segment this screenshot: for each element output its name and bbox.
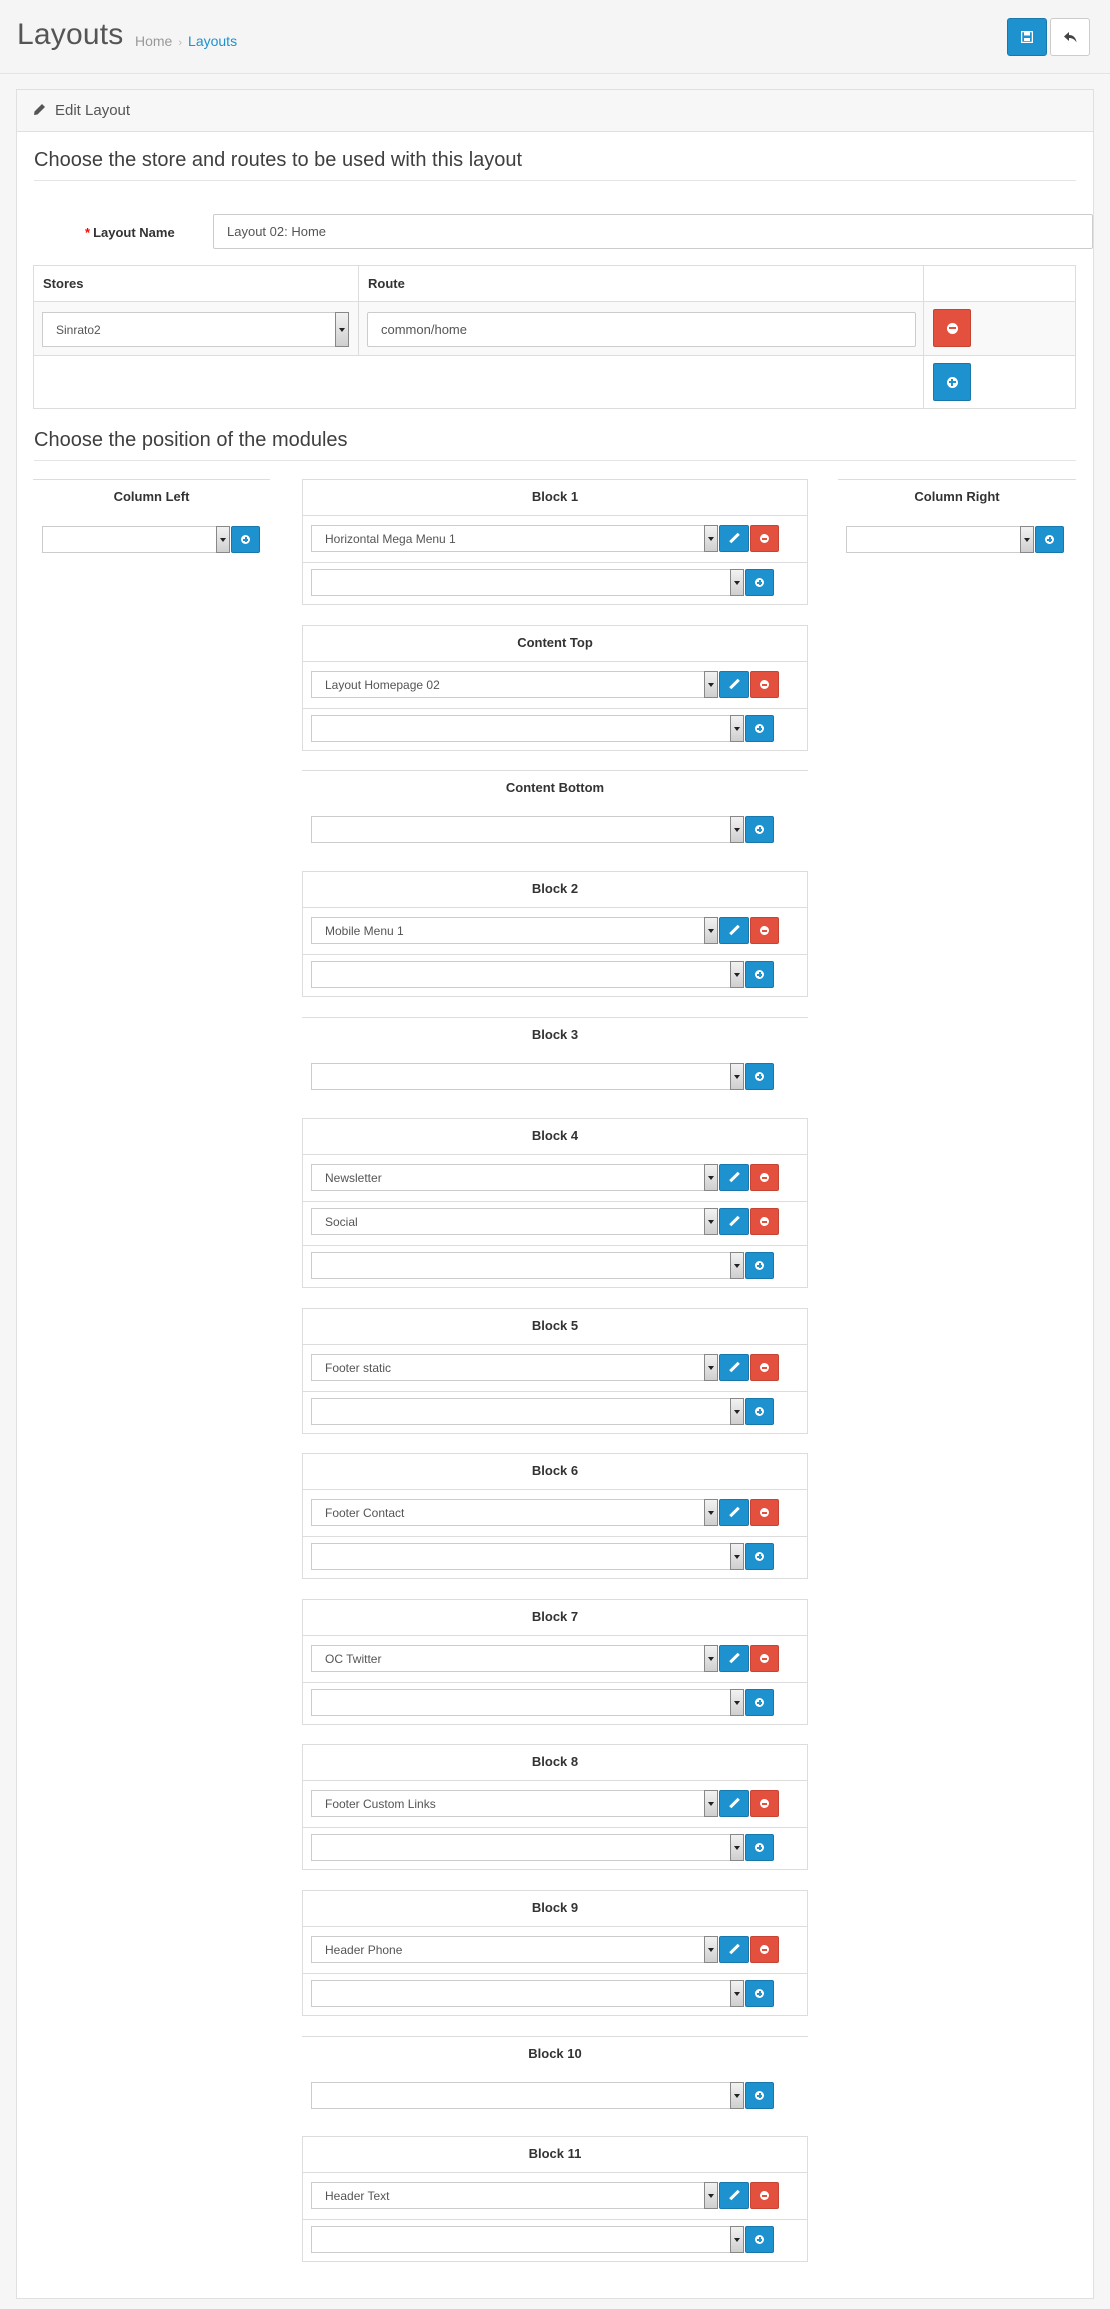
chevron-down-icon bbox=[704, 525, 718, 552]
row-divider bbox=[302, 1245, 808, 1246]
table-header-stores: Stores bbox=[34, 266, 359, 302]
block-title: Block 11 bbox=[528, 2146, 582, 2161]
pencil-icon bbox=[33, 103, 46, 121]
table-header-action bbox=[924, 266, 1075, 302]
add-module-button[interactable] bbox=[745, 961, 774, 988]
chevron-down-icon bbox=[730, 2082, 744, 2109]
add-module-button[interactable] bbox=[745, 2082, 774, 2109]
chevron-down-icon bbox=[730, 961, 744, 988]
block-title: Block 2 bbox=[531, 881, 579, 896]
row-divider bbox=[302, 2219, 808, 2220]
back-button[interactable] bbox=[1050, 18, 1090, 56]
module-select[interactable] bbox=[311, 1790, 718, 1817]
remove-module-button[interactable] bbox=[750, 1790, 779, 1817]
minus-circle-icon bbox=[760, 1654, 769, 1663]
block-header-divider bbox=[302, 907, 808, 908]
add-module-select[interactable] bbox=[311, 1063, 744, 1090]
module-select-value: Social bbox=[325, 1214, 358, 1229]
block-title: Block 6 bbox=[531, 1463, 579, 1478]
block-title: Block 7 bbox=[531, 1609, 579, 1624]
remove-route-button[interactable] bbox=[933, 309, 971, 347]
chevron-down-icon bbox=[730, 816, 744, 843]
chevron-down-icon bbox=[730, 1252, 744, 1279]
block-header-divider bbox=[302, 2172, 808, 2173]
plus-circle-icon bbox=[755, 1072, 764, 1081]
plus-circle-icon bbox=[755, 724, 764, 733]
row-divider bbox=[302, 1201, 808, 1202]
minus-circle-icon bbox=[760, 534, 769, 543]
minus-circle-icon bbox=[947, 323, 958, 334]
edit-module-button[interactable] bbox=[719, 1354, 749, 1381]
module-select[interactable] bbox=[311, 2182, 718, 2209]
add-module-button[interactable] bbox=[745, 569, 774, 596]
panel-title: Edit Layout bbox=[55, 102, 131, 119]
edit-module-button[interactable] bbox=[719, 1499, 749, 1526]
block-title: Block 10 bbox=[528, 2046, 582, 2061]
minus-circle-icon bbox=[760, 1508, 769, 1517]
block-header-divider bbox=[302, 1154, 808, 1155]
add-module-button[interactable] bbox=[745, 1063, 774, 1090]
module-select[interactable] bbox=[311, 1164, 718, 1191]
plus-circle-icon bbox=[755, 1989, 764, 1998]
pencil-icon bbox=[729, 679, 740, 690]
breadcrumb-layouts[interactable]: Layouts bbox=[188, 33, 238, 49]
minus-circle-icon bbox=[760, 1173, 769, 1182]
add-route-button[interactable] bbox=[933, 363, 971, 401]
chevron-down-icon bbox=[730, 569, 744, 596]
save-icon bbox=[1021, 31, 1033, 43]
chevron-down-icon bbox=[704, 2182, 718, 2209]
column-left-module-select[interactable] bbox=[42, 526, 230, 553]
pencil-icon bbox=[729, 1798, 740, 1809]
plus-circle-icon bbox=[755, 1698, 764, 1707]
column-right-add-button[interactable] bbox=[1035, 526, 1064, 553]
layout-name-input[interactable]: Layout 02: Home bbox=[213, 214, 1093, 249]
add-module-select[interactable] bbox=[311, 1834, 744, 1861]
edit-module-button[interactable] bbox=[719, 1790, 749, 1817]
block-title: Block 4 bbox=[531, 1128, 579, 1143]
minus-circle-icon bbox=[760, 1945, 769, 1954]
module-select[interactable] bbox=[311, 1936, 718, 1963]
chevron-down-icon bbox=[730, 1543, 744, 1570]
pencil-icon bbox=[729, 1216, 740, 1227]
block-header-divider bbox=[302, 661, 808, 662]
row-divider bbox=[302, 1391, 808, 1392]
minus-circle-icon bbox=[760, 2191, 769, 2200]
column-left-title: Column Left bbox=[113, 489, 190, 504]
plus-circle-icon bbox=[1045, 535, 1054, 544]
chevron-down-icon bbox=[216, 526, 230, 553]
pencil-icon bbox=[729, 1944, 740, 1955]
module-select-value: Newsletter bbox=[325, 1170, 382, 1185]
breadcrumb-separator-icon: › bbox=[178, 37, 183, 49]
pencil-icon bbox=[729, 533, 740, 544]
plus-circle-icon bbox=[755, 1552, 764, 1561]
chevron-down-icon bbox=[730, 715, 744, 742]
edit-layout-panel bbox=[16, 89, 1094, 2299]
block-header-divider bbox=[302, 1926, 808, 1927]
row-divider bbox=[302, 1682, 808, 1683]
pencil-icon bbox=[729, 1507, 740, 1518]
chevron-down-icon bbox=[704, 1790, 718, 1817]
route-input[interactable]: common/home bbox=[367, 312, 916, 347]
chevron-down-icon bbox=[730, 1063, 744, 1090]
chevron-down-icon bbox=[704, 1164, 718, 1191]
table-footer-action bbox=[924, 356, 1075, 408]
pencil-icon bbox=[729, 2190, 740, 2201]
panel-heading bbox=[17, 90, 1093, 132]
breadcrumb-home[interactable]: Home bbox=[135, 33, 173, 49]
chevron-down-icon bbox=[704, 1645, 718, 1672]
table-row-action bbox=[924, 302, 1075, 356]
remove-module-button[interactable] bbox=[750, 917, 779, 944]
block-title: Content Top bbox=[517, 635, 593, 650]
add-module-button[interactable] bbox=[745, 1252, 774, 1279]
row-divider bbox=[302, 1973, 808, 1974]
plus-circle-icon bbox=[755, 2235, 764, 2244]
plus-circle-icon bbox=[947, 377, 958, 388]
column-right-divider bbox=[838, 479, 1076, 480]
minus-circle-icon bbox=[760, 680, 769, 689]
edit-module-button[interactable] bbox=[719, 525, 749, 552]
block-title: Block 1 bbox=[531, 489, 579, 504]
row-divider bbox=[302, 1827, 808, 1828]
add-module-select[interactable] bbox=[311, 1980, 744, 2007]
module-select-value: Footer Contact bbox=[325, 1505, 405, 1520]
page-header bbox=[0, 0, 1110, 74]
edit-module-button[interactable] bbox=[719, 671, 749, 698]
module-select-value: Layout Homepage 02 bbox=[325, 677, 440, 692]
remove-module-button[interactable] bbox=[750, 1208, 779, 1235]
remove-module-button[interactable] bbox=[750, 1645, 779, 1672]
chevron-down-icon bbox=[730, 1834, 744, 1861]
plus-circle-icon bbox=[755, 2091, 764, 2100]
chevron-down-icon bbox=[704, 917, 718, 944]
column-right-title: Column Right bbox=[914, 489, 1000, 504]
block-header-divider bbox=[302, 1780, 808, 1781]
module-select[interactable] bbox=[311, 1499, 718, 1526]
block-title: Content Bottom bbox=[505, 780, 605, 795]
chevron-down-icon bbox=[704, 1936, 718, 1963]
edit-module-button[interactable] bbox=[719, 1164, 749, 1191]
remove-module-button[interactable] bbox=[750, 1164, 779, 1191]
block-header-divider bbox=[302, 1344, 808, 1345]
chevron-down-icon bbox=[704, 1354, 718, 1381]
row-divider bbox=[302, 954, 808, 955]
store-select[interactable]: Sinrato2 bbox=[42, 312, 349, 347]
block-divider bbox=[302, 770, 808, 771]
module-select-value: Mobile Menu 1 bbox=[325, 923, 404, 938]
module-select-value: OC Twitter bbox=[325, 1651, 382, 1666]
minus-circle-icon bbox=[760, 1217, 769, 1226]
chevron-down-icon bbox=[704, 671, 718, 698]
pencil-icon bbox=[729, 1653, 740, 1664]
table-header-route: Route bbox=[359, 266, 924, 302]
remove-module-button[interactable] bbox=[750, 1499, 779, 1526]
block-divider bbox=[302, 1017, 808, 1018]
table-row bbox=[34, 302, 359, 356]
add-module-select[interactable] bbox=[311, 1689, 744, 1716]
block-title: Block 3 bbox=[531, 1027, 579, 1042]
chevron-down-icon bbox=[730, 1980, 744, 2007]
add-module-button[interactable] bbox=[745, 816, 774, 843]
plus-circle-icon bbox=[755, 1407, 764, 1416]
block-title: Block 5 bbox=[531, 1318, 579, 1333]
add-module-select[interactable] bbox=[311, 569, 744, 596]
row-divider bbox=[302, 1536, 808, 1537]
add-module-select[interactable] bbox=[311, 816, 744, 843]
plus-circle-icon bbox=[755, 825, 764, 834]
add-module-select[interactable] bbox=[311, 1543, 744, 1570]
edit-module-button[interactable] bbox=[719, 1645, 749, 1672]
block-header-divider bbox=[302, 515, 808, 516]
module-select-value: Horizontal Mega Menu 1 bbox=[325, 531, 456, 546]
legend-routes: Choose the store and routes to be used with this layout bbox=[34, 149, 1076, 181]
plus-circle-icon bbox=[755, 1843, 764, 1852]
pencil-icon bbox=[729, 1362, 740, 1373]
chevron-down-icon bbox=[335, 312, 349, 347]
module-select[interactable] bbox=[311, 917, 718, 944]
add-module-button[interactable] bbox=[745, 1689, 774, 1716]
edit-module-button[interactable] bbox=[719, 2182, 749, 2209]
module-select[interactable] bbox=[311, 525, 718, 552]
add-module-button[interactable] bbox=[745, 2226, 774, 2253]
remove-module-button[interactable] bbox=[750, 2182, 779, 2209]
add-module-button[interactable] bbox=[745, 1398, 774, 1425]
add-module-select[interactable] bbox=[311, 1252, 744, 1279]
add-module-button[interactable] bbox=[745, 1834, 774, 1861]
chevron-down-icon bbox=[730, 1398, 744, 1425]
add-module-select[interactable] bbox=[311, 2226, 744, 2253]
edit-module-button[interactable] bbox=[719, 1936, 749, 1963]
page-title: Layouts bbox=[17, 18, 124, 51]
module-select-value: Footer static bbox=[325, 1360, 392, 1375]
plus-circle-icon bbox=[755, 578, 764, 587]
chevron-down-icon bbox=[704, 1208, 718, 1235]
add-module-select[interactable] bbox=[311, 1398, 744, 1425]
block-header-divider bbox=[302, 1489, 808, 1490]
add-module-button[interactable] bbox=[745, 715, 774, 742]
plus-circle-icon bbox=[755, 1261, 764, 1270]
column-right-module-select[interactable] bbox=[846, 526, 1034, 553]
plus-circle-icon bbox=[755, 970, 764, 979]
row-divider bbox=[302, 562, 808, 563]
module-select[interactable] bbox=[311, 1354, 718, 1381]
minus-circle-icon bbox=[760, 1799, 769, 1808]
save-button[interactable] bbox=[1007, 18, 1047, 56]
minus-circle-icon bbox=[760, 1363, 769, 1372]
block-header-divider bbox=[302, 1635, 808, 1636]
remove-module-button[interactable] bbox=[750, 1936, 779, 1963]
layout-name-label: * Layout Name bbox=[85, 225, 175, 240]
add-module-button[interactable] bbox=[745, 1543, 774, 1570]
add-module-button[interactable] bbox=[745, 1980, 774, 2007]
reply-icon bbox=[1064, 32, 1077, 43]
minus-circle-icon bbox=[760, 926, 769, 935]
add-module-select[interactable] bbox=[311, 961, 744, 988]
chevron-down-icon bbox=[704, 1499, 718, 1526]
module-select[interactable] bbox=[311, 1645, 718, 1672]
remove-module-button[interactable] bbox=[750, 671, 779, 698]
block-title: Block 8 bbox=[531, 1754, 579, 1769]
column-left-add-button[interactable] bbox=[231, 526, 260, 553]
edit-module-button[interactable] bbox=[719, 917, 749, 944]
remove-module-button[interactable] bbox=[750, 1354, 779, 1381]
remove-module-button[interactable] bbox=[750, 525, 779, 552]
module-select-value: Header Phone bbox=[325, 1942, 403, 1957]
pencil-icon bbox=[729, 925, 740, 936]
table-footer bbox=[34, 356, 924, 408]
breadcrumb bbox=[135, 33, 237, 49]
chevron-down-icon bbox=[730, 1689, 744, 1716]
plus-circle-icon bbox=[241, 535, 250, 544]
block-divider bbox=[302, 2036, 808, 2037]
add-module-select[interactable] bbox=[311, 715, 744, 742]
chevron-down-icon bbox=[1020, 526, 1034, 553]
store-route-table bbox=[33, 265, 1076, 409]
row-divider bbox=[302, 708, 808, 709]
edit-module-button[interactable] bbox=[719, 1208, 749, 1235]
chevron-down-icon bbox=[730, 2226, 744, 2253]
module-select[interactable] bbox=[311, 671, 718, 698]
module-select-value: Footer Custom Links bbox=[325, 1796, 436, 1811]
module-select-value: Header Text bbox=[325, 2188, 390, 2203]
pencil-icon bbox=[729, 1172, 740, 1183]
block-title: Block 9 bbox=[531, 1900, 579, 1915]
module-select[interactable] bbox=[311, 1208, 718, 1235]
add-module-select[interactable] bbox=[311, 2082, 744, 2109]
table-row-route bbox=[359, 302, 924, 356]
legend-modules: Choose the position of the modules bbox=[34, 429, 1076, 461]
column-left-divider bbox=[33, 479, 270, 480]
